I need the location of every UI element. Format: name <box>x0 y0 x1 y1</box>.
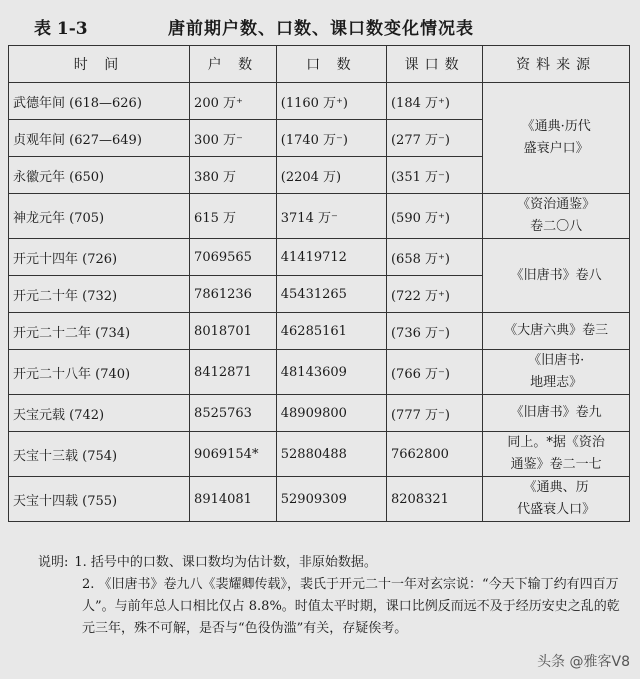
cell-taxable: (590 万⁺) <box>386 194 482 239</box>
source-line: 《旧唐书》卷九 <box>510 405 602 420</box>
note-1 <box>38 552 628 574</box>
cell-households: 300 万⁻ <box>190 120 277 157</box>
notes <box>38 552 628 640</box>
table-row <box>9 83 630 120</box>
cell-period: 天宝元载 (742) <box>9 395 190 432</box>
cell-population: 46285161 <box>276 313 386 350</box>
notes-label: 说明: <box>38 555 69 570</box>
cell-households: 7861236 <box>190 276 277 313</box>
cell-households: 8412871 <box>190 350 277 395</box>
data-table <box>8 45 630 522</box>
cell-source <box>483 350 630 395</box>
cell-period: 天宝十四载 (755) <box>9 477 190 522</box>
table-title: 唐前期户数、口数、课口数变化情况表 <box>168 19 474 39</box>
cell-population: 3714 万⁻ <box>276 194 386 239</box>
cell-taxable: (736 万⁻) <box>386 313 482 350</box>
header-households: 户 数 <box>190 46 277 83</box>
cell-period: 永徽元年 (650) <box>9 157 190 194</box>
cell-households: 8018701 <box>190 313 277 350</box>
cell-taxable: (658 万⁺) <box>386 239 482 276</box>
cell-households: 380 万 <box>190 157 277 194</box>
cell-taxable: 7662800 <box>386 432 482 477</box>
cell-population: (1740 万⁻) <box>276 120 386 157</box>
cell-source <box>483 83 630 194</box>
table-row <box>9 432 630 477</box>
cell-households: 8914081 <box>190 477 277 522</box>
cell-source <box>483 313 630 350</box>
header-row <box>9 46 630 83</box>
cell-population: 41419712 <box>276 239 386 276</box>
cell-period: 开元十四年 (726) <box>9 239 190 276</box>
cell-population: 52909309 <box>276 477 386 522</box>
cell-households: 8525763 <box>190 395 277 432</box>
source-line: 《通典、历 <box>523 480 589 495</box>
cell-taxable: (722 万⁺) <box>386 276 482 313</box>
cell-population: 45431265 <box>276 276 386 313</box>
note-1-text: 1. 括号中的口数、课口数均为估计数，非原始数据。 <box>74 555 377 570</box>
cell-households: 200 万⁺ <box>190 83 277 120</box>
cell-source <box>483 194 630 239</box>
source-line: 《通典·历代 <box>521 119 591 134</box>
cell-taxable: (766 万⁻) <box>386 350 482 395</box>
source-line: 《大唐六典》卷三 <box>504 323 609 338</box>
cell-taxable: (777 万⁻) <box>386 395 482 432</box>
source-line: 《旧唐书》卷八 <box>510 267 602 283</box>
table-row <box>9 194 630 239</box>
cell-period: 天宝十三载 (754) <box>9 432 190 477</box>
cell-source <box>483 239 630 313</box>
cell-households: 9069154* <box>190 432 277 477</box>
cell-population: 52880488 <box>276 432 386 477</box>
cell-taxable: 8208321 <box>386 477 482 522</box>
source-line: 同上。*据《资治 <box>507 435 605 450</box>
cell-period: 开元二十年 (732) <box>9 276 190 313</box>
cell-period: 神龙元年 (705) <box>9 194 190 239</box>
cell-source <box>483 395 630 432</box>
cell-population: (1160 万⁺) <box>276 83 386 120</box>
header-population: 口 数 <box>276 46 386 83</box>
cell-households: 615 万 <box>190 194 277 239</box>
cell-taxable: (351 万⁻) <box>386 157 482 194</box>
source-line: 盛衰户口》 <box>523 141 589 156</box>
cell-source <box>483 477 630 522</box>
watermark: 头条 @雅客V8 <box>537 654 630 670</box>
source-line: 卷二〇八 <box>530 219 583 234</box>
cell-households: 7069565 <box>190 239 277 276</box>
cell-period: 开元二十二年 (734) <box>9 313 190 350</box>
header-period: 时 间 <box>9 46 190 83</box>
cell-taxable: (184 万⁺) <box>386 83 482 120</box>
cell-period: 贞观年间 (627—649) <box>9 120 190 157</box>
cell-period: 武德年间 (618—626) <box>9 83 190 120</box>
cell-taxable: (277 万⁻) <box>386 120 482 157</box>
cell-population: 48909800 <box>276 395 386 432</box>
title-row <box>0 10 640 40</box>
header-source: 资料来源 <box>483 46 630 83</box>
cell-population: (2204 万) <box>276 157 386 194</box>
table-row <box>9 477 630 522</box>
source-line: 代盛衰人口》 <box>517 502 596 517</box>
table-row <box>9 313 630 350</box>
note-2: 2. 《旧唐书》卷九八《裴耀卿传载》，裴氏于开元二十一年对玄宗说：“今天下输丁约有四百万人”。与前年总人口相比仅占 8.8%。时值太平时期，课口比例反而远不及于经历安史之乱的乾元三年，殊不可解，是否与“色役伪滥”有关，存疑俟考。 <box>82 577 620 636</box>
cell-period: 开元二十八年 (740) <box>9 350 190 395</box>
cell-source <box>483 432 630 477</box>
source-line: 通鉴》卷二一七 <box>510 457 602 472</box>
table-row <box>9 350 630 395</box>
header-taxable: 课口数 <box>386 46 482 83</box>
source-line: 《资治通鉴》 <box>517 197 596 212</box>
cell-population: 48143609 <box>276 350 386 395</box>
source-line: 地理志》 <box>530 375 583 390</box>
table-row <box>9 395 630 432</box>
table-row <box>9 239 630 276</box>
table-label: 表 1-3 <box>34 19 88 39</box>
source-line: 《旧唐书· <box>528 353 585 368</box>
